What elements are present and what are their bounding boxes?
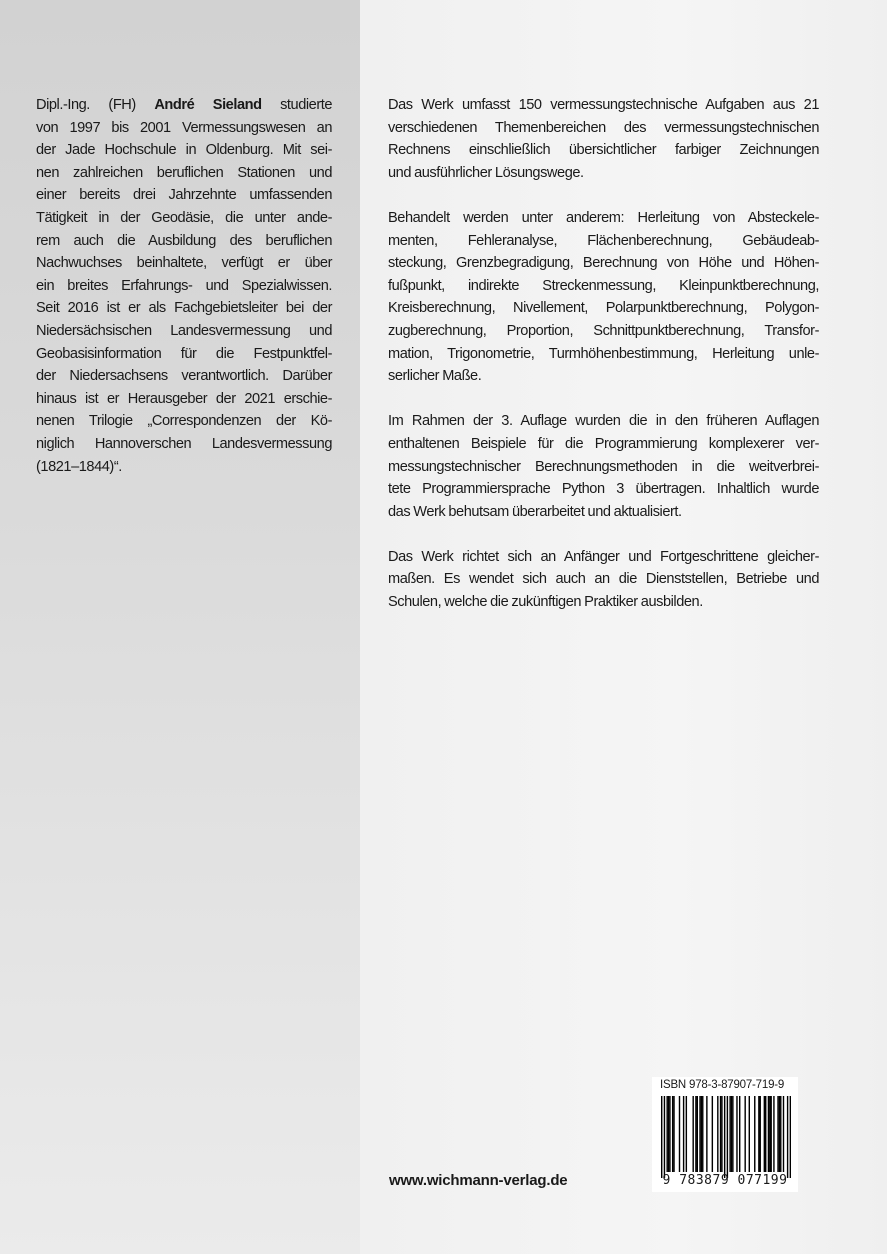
text-line: mation, Trigonometrie, Turmhöhenbestimmung, Herleitung unle- xyxy=(388,345,819,362)
barcode-bar xyxy=(673,1096,674,1172)
text-line: ein breites Erfahrungs- und Spezialwissen. xyxy=(36,277,332,294)
text-line: zugberechnung, Proportion, Schnittpunktberechnung, Transfor- xyxy=(388,322,819,339)
text-line: fußpunkt, indirekte Streckenmessung, Kleinpunktberechnung, xyxy=(388,277,819,294)
barcode-bar xyxy=(683,1096,684,1172)
barcode-bar xyxy=(664,1096,665,1178)
barcode-bar xyxy=(739,1096,740,1172)
barcode-bar xyxy=(754,1096,755,1172)
barcode-bar xyxy=(661,1096,662,1178)
text-line: rem auch die Ausbildung des beruflichen xyxy=(36,232,332,249)
barcode-bar xyxy=(686,1096,687,1172)
barcode-bar xyxy=(783,1096,784,1172)
barcode-bar xyxy=(769,1096,770,1172)
text-line: der Niedersachsens verantwortlich. Darüber xyxy=(36,368,332,385)
text-line: Schulen, welche die zukünftigen Praktiker ausbilden. xyxy=(388,594,703,611)
barcode-bar xyxy=(770,1096,771,1172)
barcode-bar xyxy=(758,1096,759,1172)
barcode-bar xyxy=(777,1096,778,1172)
text-line: Seit 2016 ist er als Fachgebietsleiter bei der xyxy=(36,300,332,317)
barcode-bar xyxy=(695,1096,696,1172)
text-line: Nachwuchses beinhaltete, verfügt er über xyxy=(36,255,332,272)
text-line: nen zahlreichen beruflichen Stationen und xyxy=(36,164,332,181)
barcode-bars xyxy=(661,1096,791,1178)
text-line: enthaltenen Beispiele für die Programmierung komplexerer ver- xyxy=(388,435,819,452)
barcode-bar xyxy=(731,1096,732,1172)
text-line: hinaus ist er Herausgeber der 2021 erschie- xyxy=(36,390,332,407)
barcode-bar xyxy=(749,1096,750,1172)
barcode-bar xyxy=(744,1096,745,1172)
ean-digits: 9 783879 077199 xyxy=(662,1173,788,1188)
barcode-bar xyxy=(702,1096,703,1172)
text-span: Dipl.-Ing. (FH) xyxy=(36,97,155,113)
barcode-bar xyxy=(679,1096,680,1172)
text-line: menten, Fehleranalyse, Flächenberechnung, Gebäudeab- xyxy=(388,232,819,249)
barcode-bar xyxy=(697,1096,698,1172)
barcode-bar xyxy=(721,1096,722,1172)
text-line: messungstechnischer Berechnungsmethoden in die weitverbrei- xyxy=(388,458,819,475)
barcode-bar xyxy=(717,1096,718,1172)
author-bio xyxy=(36,94,332,501)
barcode-bar xyxy=(724,1096,725,1178)
text-line: Das Werk richtet sich an Anfänger und Fortgeschrittene gleicher- xyxy=(388,548,819,565)
author-name: André Sieland xyxy=(154,97,262,113)
text-line: Das Werk umfasst 150 vermessungstechnische Aufgaben aus 21 xyxy=(388,97,819,113)
text-line: Tätigkeit in der Geodäsie, die unter ande- xyxy=(36,209,332,226)
text-line: der Jade Hochschule in Oldenburg. Mit sei- xyxy=(36,142,332,159)
text-line: tete Programmiersprache Python 3 übertragen. Inhaltlich wurde xyxy=(388,481,819,498)
barcode-bar xyxy=(699,1096,700,1172)
barcode-bar xyxy=(706,1096,707,1172)
barcode-bar xyxy=(765,1096,766,1172)
paragraph xyxy=(388,94,819,184)
barcode-bar xyxy=(736,1096,737,1172)
text-line: nenen Trilogie „Correspondenzen der Kö- xyxy=(36,413,332,430)
text-line: und ausführlicher Lösungswege. xyxy=(388,164,584,181)
barcode-bar xyxy=(790,1096,791,1178)
isbn-label: ISBN 978-3-87907-719-9 xyxy=(660,1079,785,1091)
text-line: verschiedenen Themenbereichen des vermessungstechnischen xyxy=(388,119,819,136)
isbn-barcode xyxy=(652,1077,798,1192)
text-line: einer bereits drei Jahrzehnte umfassenden xyxy=(36,187,332,204)
book-description xyxy=(388,94,819,636)
text-line: niglich Hannoverschen Landesvermessung xyxy=(36,435,332,452)
barcode-bar xyxy=(729,1096,730,1172)
barcode-bar xyxy=(768,1096,769,1172)
text-line: (1821–1844)“. xyxy=(36,458,122,475)
text-line xyxy=(36,94,332,117)
barcode-bar xyxy=(666,1096,667,1172)
barcode-bar xyxy=(720,1096,721,1172)
publisher-url[interactable]: www.wichmann-verlag.de xyxy=(389,1172,568,1189)
barcode-bar xyxy=(779,1096,780,1172)
text-line: Niedersächsischen Landesvermessung und xyxy=(36,322,332,339)
barcode-bar xyxy=(780,1096,781,1172)
barcode-bar xyxy=(732,1096,733,1172)
text-line: Geobasisinformation für die Festpunktfel- xyxy=(36,345,332,362)
barcode-bar xyxy=(669,1096,670,1172)
text-line: maßen. Es wendet sich auch an die Dienststellen, Betriebe und xyxy=(388,571,819,588)
paragraph xyxy=(388,410,819,523)
text-line: Behandelt werden unter anderem: Herleitung von Absteckele- xyxy=(388,209,819,226)
paragraph xyxy=(36,94,332,478)
text-line: Kreisberechnung, Nivellement, Polarpunktberechnung, Polygon- xyxy=(388,300,819,317)
text-span: studierte xyxy=(261,97,333,113)
text-line: das Werk behutsam überarbeitet und aktualisiert. xyxy=(388,503,682,520)
barcode-bar xyxy=(727,1096,728,1178)
text-line: Rechnens einschließlich übersichtlicher farbiger Zeichnungen xyxy=(388,142,819,159)
barcode-bar xyxy=(764,1096,765,1172)
barcode-bar xyxy=(712,1096,713,1172)
barcode-bar xyxy=(787,1096,788,1178)
text-line: serlicher Maße. xyxy=(388,368,482,385)
text-line: steckung, Grenzbegradigung, Berechnung von Höhe und Höhen- xyxy=(388,255,819,272)
barcode-bar xyxy=(668,1096,669,1172)
text-line: Im Rahmen der 3. Auflage wurden die in den früheren Auflagen xyxy=(388,413,819,430)
paragraph xyxy=(388,207,819,388)
barcode-bar xyxy=(692,1096,693,1172)
barcode-bar xyxy=(773,1096,774,1172)
barcode-bar xyxy=(760,1096,761,1172)
paragraph xyxy=(388,546,819,614)
barcode-bar xyxy=(701,1096,702,1172)
barcode-bar xyxy=(672,1096,673,1172)
text-line: von 1997 bis 2001 Vermessungswesen an xyxy=(36,119,332,136)
